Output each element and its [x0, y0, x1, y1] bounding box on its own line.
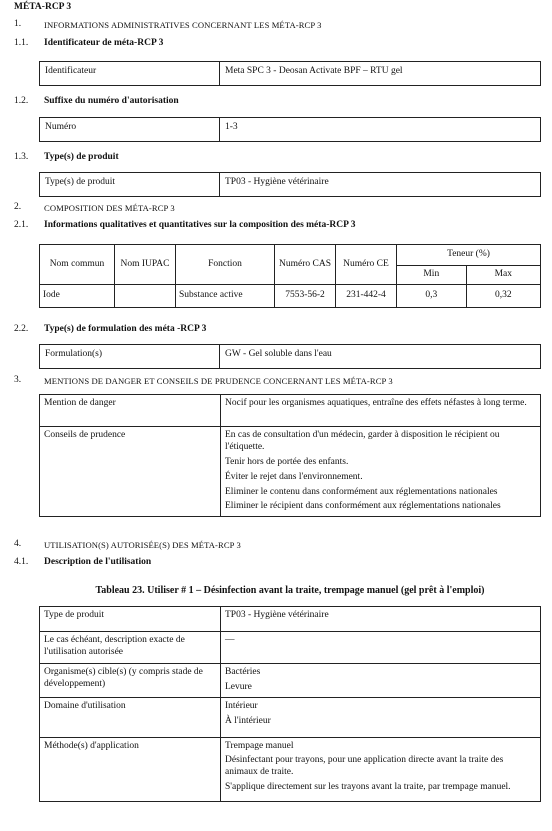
application-method: Trempage manuel — [225, 740, 294, 751]
cell-cas: 7553-56-2 — [275, 285, 336, 308]
header-ce: Numéro CE — [336, 245, 397, 285]
subsection-number: 1.1. — [14, 38, 29, 48]
header-max: Max — [466, 266, 540, 285]
use-description-value: — — [221, 632, 541, 664]
table-caption: Tableau 23. Utiliser # 1 – Désinfection avant la traite, trempage manuel (gel prêt à l'emploi) — [95, 585, 485, 596]
subsection-number: 1.2. — [14, 96, 29, 106]
cell-nom-iupac — [115, 285, 176, 308]
number-label: Numéro — [40, 118, 220, 142]
subsection-heading: Description de l'utilisation — [44, 557, 152, 567]
subsection-heading: Suffixe du numéro d'autorisation — [44, 96, 179, 106]
section-number: 1. — [14, 19, 22, 29]
target-organism: Levure — [225, 681, 252, 692]
header-nom-iupac: Nom IUPAC — [115, 245, 176, 285]
target-organisms-label: Organisme(s) cible(s) (y compris stade de développement) — [40, 664, 221, 698]
application-method: S'applique directement sur les trayons avant la traite, par trempage manuel. — [225, 782, 511, 793]
cell-nom-commun: Iode — [40, 285, 115, 308]
prudence-label: Conseils de prudence — [40, 427, 221, 517]
hazard-table — [39, 394, 541, 517]
section-heading: COMPOSITION DES MÉTA-RCP 3 — [44, 203, 175, 213]
product-type-label: Type de produit — [40, 607, 221, 632]
product-type-table — [39, 172, 541, 197]
cell-max: 0,32 — [466, 285, 540, 308]
subsection-heading: Identificateur de méta-RCP 3 — [44, 38, 164, 48]
use-table — [39, 606, 541, 802]
application-method: Désinfectant pour trayons, pour une application directe avant la traite des animaux de traite. — [225, 755, 504, 778]
section-number: 2. — [14, 202, 22, 212]
header-nom-commun: Nom commun — [40, 245, 115, 285]
cell-fonction: Substance active — [176, 285, 275, 308]
identifier-label: Identificateur — [40, 62, 220, 86]
composition-table — [39, 244, 541, 308]
header-min: Min — [397, 266, 467, 285]
use-domain-label: Domaine d'utilisation — [40, 697, 221, 737]
section-heading: UTILISATION(S) AUTORISÉE(S) DES MÉTA-RCP 3 — [44, 540, 241, 550]
section-number: 3. — [14, 375, 22, 385]
subsection-number: 4.1. — [14, 557, 29, 567]
subsection-heading: Type(s) de produit — [44, 152, 119, 162]
document-title: MÉTA-RCP 3 — [14, 2, 72, 12]
danger-label: Mention de danger — [40, 395, 221, 427]
product-type-value: TP03 - Hygiène vétérinaire — [221, 607, 541, 632]
formulation-value: GW - Gel soluble dans l'eau — [220, 345, 541, 369]
header-teneur: Teneur (%) — [397, 245, 541, 266]
target-organism: Bactéries — [225, 667, 261, 677]
product-type-value: TP03 - Hygiène vétérinaire — [220, 173, 541, 197]
prudence-statement: Éviter le rejet dans l'environnement. — [225, 471, 363, 482]
use-domain: Intérieur — [225, 700, 258, 711]
prudence-statement: Éliminer le contenu dans conformément aux réglementations nationales — [225, 486, 498, 497]
identifier-value: Meta SPC 3 - Deosan Activate BPF – RTU gel — [220, 62, 541, 86]
subsection-number: 2.1. — [14, 220, 29, 230]
table-row — [40, 285, 541, 308]
subsection-heading: Type(s) de formulation des méta -RCP 3 — [44, 324, 207, 334]
identifier-table — [39, 61, 541, 86]
subsection-number: 2.2. — [14, 324, 29, 334]
formulation-table — [39, 344, 541, 369]
subsection-heading: Informations qualitatives et quantitatives sur la composition des méta-RCP 3 — [44, 220, 356, 230]
subsection-number: 1.3. — [14, 152, 29, 162]
section-heading: MENTIONS DE DANGER ET CONSEILS DE PRUDENCE CONCERNANT LES MÉTA-RCP 3 — [44, 376, 393, 386]
number-value: 1-3 — [220, 118, 541, 142]
prudence-statement: Tenir hors de portée des enfants. — [225, 456, 349, 467]
prudence-statement: Éliminer le récipient dans conformément aux réglementations nationales — [225, 501, 501, 512]
prudence-statement: En cas de consultation d'un médecin, garder à disposition le récipient ou l'étiquette. — [225, 430, 500, 452]
use-domain: À l'intérieur — [225, 715, 271, 726]
use-description-label: Le cas échéant, description exacte de l'utilisation autorisée — [40, 632, 221, 664]
product-type-label: Type(s) de produit — [40, 173, 220, 197]
cell-min: 0,3 — [397, 285, 467, 308]
header-fonction: Fonction — [176, 245, 275, 285]
formulation-label: Formulation(s) — [40, 345, 220, 369]
section-heading: INFORMATIONS ADMINISTRATIVES CONCERNANT LES MÉTA-RCP 3 — [44, 20, 322, 30]
application-method-label: Méthode(s) d'application — [40, 737, 221, 802]
cell-ce: 231-442-4 — [336, 285, 397, 308]
header-cas: Numéro CAS — [275, 245, 336, 285]
section-number: 4. — [14, 539, 22, 549]
danger-text: Nocif pour les organismes aquatiques, entraîne des effets néfastes à long terme. — [221, 395, 541, 427]
authorization-table — [39, 117, 541, 142]
